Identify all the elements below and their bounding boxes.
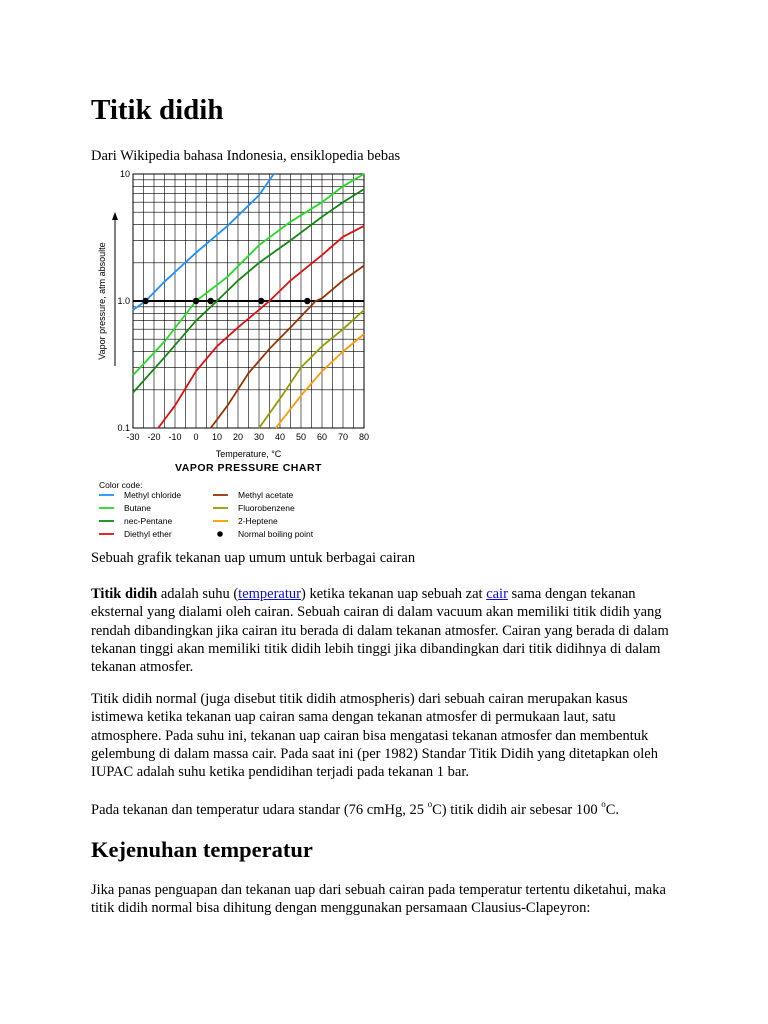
x-tick-label: 20: [232, 432, 244, 442]
boiling-point-marker: [193, 298, 199, 304]
link-temperatur[interactable]: temperatur: [238, 586, 301, 602]
legend-label: Normal boiling point: [238, 529, 314, 539]
series-line: [158, 226, 364, 428]
x-tick-label: 80: [358, 432, 370, 442]
paragraph-definition: [91, 585, 681, 676]
x-tick-label: -10: [168, 432, 182, 442]
p1-text-2: ) ketika tekanan uap sebuah zat: [300, 586, 487, 602]
x-tick-label: 60: [316, 432, 328, 442]
y-tick-label: 1.0: [117, 296, 130, 306]
boiling-point-marker: [258, 298, 264, 304]
x-tick-label: -20: [147, 432, 161, 442]
vapor-pressure-chart-figure: [91, 166, 381, 546]
legend-label: Methyl acetate: [238, 490, 294, 500]
figure-caption: Sebuah grafik tekanan uap umum untuk berbagai cairan: [91, 550, 416, 566]
legend-title: Color code:: [99, 480, 143, 490]
series-line: [211, 266, 364, 428]
p3-text-1: Pada tekanan dan temperatur udara standar (76 cmHg, 25: [91, 802, 428, 818]
legend-label: 2-Heptene: [238, 516, 278, 526]
p3-text-3: C.: [605, 802, 620, 818]
y-tick-label: 0.1: [117, 423, 130, 433]
legend-label: Diethyl ether: [124, 529, 172, 539]
y-tick-label: 10: [119, 169, 130, 179]
p1-text-3: sama dengan tekanan eksternal yang dialami oleh cairan. Sebuah cairan di dalam vacuum akan memiliki titik didih yang rendah dibandingkan jika cairan itu berada di dalam tekanan atmosfer. Cairan yang berada di dalam tekanan tinggi akan memiliki titik didih lebih tinggi jika dibandingkan dari titik didihnya di dalam tekanan atmosfer.: [91, 586, 669, 676]
legend-label: Methyl chloride: [124, 490, 182, 500]
x-tick-label: 10: [211, 432, 223, 442]
article-subtitle: Dari Wikipedia bahasa Indonesia, ensiklopedia bebas: [91, 148, 401, 164]
paragraph-normal-boiling-point: Titik didih normal (juga disebut titik didih atmospheris) dari sebuah cairan merupakan kasus istimewa ketika tekanan uap cairan sama dengan tekanan atmosfer di permukaan laut, satu atmosphere. Pada suhu ini, tekanan uap cairan bisa mengatasi tekanan atmosfer dan membentuk gelembung di dalam massa cair. Pada saat ini (per 1982) Standar Titik Didih yang ditetapkan oleh IUPAC adalah suhu ketika pendidihan terjadi pada tekanan 1 bar.: [91, 691, 658, 781]
legend-label: Fluorobenzene: [238, 503, 295, 513]
bold-term: Titik didih: [91, 586, 158, 602]
page-title: Titik didih: [91, 94, 224, 126]
degree-sign: o: [427, 799, 433, 810]
p1-text-1: adalah suhu (: [157, 586, 239, 602]
p3-text-2: C) titik didih air sebesar 100: [432, 802, 602, 818]
x-tick-label: -30: [126, 432, 140, 442]
y-axis-label: Vapor pressure, atm absoulte: [97, 242, 107, 360]
link-cair[interactable]: cair: [486, 586, 508, 602]
x-tick-label: 0: [193, 432, 199, 442]
x-tick-label: 40: [274, 432, 286, 442]
boiling-point-marker: [304, 298, 310, 304]
degree-sign: o: [601, 799, 606, 810]
paragraph-clausius-clapeyron: Jika panas penguapan dan tekanan uap dari sebuah cairan pada temperatur tertentu diketahui, maka titik didih normal bisa dihitung dengan menggunakan persamaan Clausius-Clapeyron:: [91, 882, 666, 917]
chart-title: VAPOR PRESSURE CHART: [175, 462, 322, 474]
legend-boiling-point-marker: [217, 531, 223, 537]
y-axis-arrow-head: [112, 212, 118, 220]
boiling-point-marker: [142, 298, 148, 304]
section-heading: Kejenuhan temperatur: [91, 837, 313, 862]
x-tick-label: 70: [337, 432, 349, 442]
legend-label: nec-Pentane: [124, 516, 173, 526]
paragraph-water-boiling-point: [91, 801, 681, 819]
x-axis-label: Temperature, °C: [215, 449, 282, 459]
x-tick-label: 50: [295, 432, 307, 442]
boiling-point-marker: [208, 298, 214, 304]
x-tick-label: 30: [253, 432, 265, 442]
vapor-pressure-chart: [91, 166, 381, 546]
legend-label: Butane: [124, 503, 151, 513]
